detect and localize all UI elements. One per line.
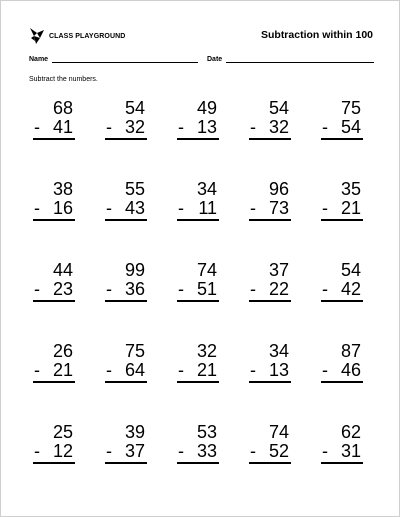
minus-sign: -	[250, 360, 256, 380]
subtraction-problem	[105, 423, 147, 504]
minuend: 99	[124, 260, 145, 280]
subtraction-problem	[177, 261, 219, 342]
subtraction-problem	[105, 180, 147, 261]
subtrahend-row	[33, 199, 75, 221]
minuend: 39	[124, 422, 145, 442]
subtrahend: 36	[124, 279, 145, 299]
minus-sign: -	[34, 279, 40, 299]
name-label: Name	[29, 56, 49, 63]
subtraction-problem	[177, 342, 219, 423]
subtraction-problem	[177, 423, 219, 504]
minus-sign: -	[322, 360, 328, 380]
minuend: 68	[52, 98, 73, 118]
date-label: Date	[207, 56, 223, 63]
subtrahend-row	[321, 442, 363, 464]
subtrahend-row	[249, 280, 291, 302]
minus-sign: -	[106, 117, 112, 137]
subtrahend-row	[105, 361, 147, 383]
date-line[interactable]	[226, 55, 374, 63]
subtrahend: 31	[340, 441, 361, 461]
subtrahend-row	[105, 442, 147, 464]
minus-sign: -	[34, 441, 40, 461]
minuend: 54	[340, 260, 361, 280]
subtrahend: 64	[124, 360, 145, 380]
minus-sign: -	[106, 198, 112, 218]
subtrahend: 46	[340, 360, 361, 380]
minus-sign: -	[250, 198, 256, 218]
subtraction-problem	[321, 342, 363, 423]
subtrahend: 37	[124, 441, 145, 461]
subtraction-problem	[321, 261, 363, 342]
minuend: 34	[196, 179, 217, 199]
minus-sign: -	[322, 279, 328, 299]
subtrahend-row	[33, 361, 75, 383]
subtraction-problem	[177, 180, 219, 261]
minus-sign: -	[106, 360, 112, 380]
subtraction-problem	[249, 180, 291, 261]
subtrahend: 23	[52, 279, 73, 299]
minuend: 25	[52, 422, 73, 442]
subtrahend: 21	[340, 198, 361, 218]
subtrahend: 51	[196, 279, 217, 299]
minus-sign: -	[250, 441, 256, 461]
subtraction-problem	[33, 261, 75, 342]
minuend: 49	[196, 98, 217, 118]
minuend: 34	[268, 341, 289, 361]
subtrahend: 73	[268, 198, 289, 218]
minuend: 74	[196, 260, 217, 280]
subtrahend-row	[321, 118, 363, 140]
subtrahend: 21	[52, 360, 73, 380]
minuend: 37	[268, 260, 289, 280]
subtrahend: 32	[268, 117, 289, 137]
minus-sign: -	[34, 198, 40, 218]
minus-sign: -	[322, 117, 328, 137]
subtrahend-row	[33, 118, 75, 140]
subtrahend-row	[105, 280, 147, 302]
subtraction-problem	[321, 180, 363, 261]
subtrahend-row	[33, 442, 75, 464]
logo-text: CLASS PLAYGROUND	[49, 32, 126, 40]
subtrahend: 33	[196, 441, 217, 461]
subtrahend-row	[249, 442, 291, 464]
subtrahend-row	[249, 118, 291, 140]
minuend: 26	[52, 341, 73, 361]
subtraction-problem	[249, 342, 291, 423]
subtrahend: 41	[52, 117, 73, 137]
subtrahend: 13	[268, 360, 289, 380]
minus-sign: -	[322, 198, 328, 218]
subtrahend-row	[177, 442, 219, 464]
minus-sign: -	[34, 360, 40, 380]
minuend: 74	[268, 422, 289, 442]
subtraction-problem	[249, 99, 291, 180]
subtraction-problem	[33, 180, 75, 261]
subtrahend-row	[105, 118, 147, 140]
minuend: 53	[196, 422, 217, 442]
minus-sign: -	[178, 279, 184, 299]
subtrahend: 52	[268, 441, 289, 461]
subtrahend-row	[321, 361, 363, 383]
minuend: 44	[52, 260, 73, 280]
subtraction-problem	[249, 261, 291, 342]
minuend: 75	[124, 341, 145, 361]
minus-sign: -	[178, 198, 184, 218]
minus-sign: -	[250, 279, 256, 299]
subtrahend-row	[177, 118, 219, 140]
logo	[29, 27, 125, 45]
minus-sign: -	[178, 117, 184, 137]
logo-icon	[29, 27, 45, 45]
minuend: 62	[340, 422, 361, 442]
subtrahend: 11	[198, 198, 217, 218]
subtrahend-row	[249, 199, 291, 221]
minuend: 54	[124, 98, 145, 118]
subtraction-problem	[249, 423, 291, 504]
minus-sign: -	[106, 441, 112, 461]
subtrahend: 32	[124, 117, 145, 137]
problem-grid	[31, 99, 371, 504]
subtrahend-row	[105, 199, 147, 221]
minuend: 96	[268, 179, 289, 199]
subtraction-problem	[105, 261, 147, 342]
subtrahend-row	[177, 280, 219, 302]
subtrahend: 43	[124, 198, 145, 218]
minus-sign: -	[178, 360, 184, 380]
subtrahend: 13	[196, 117, 217, 137]
subtraction-problem	[105, 342, 147, 423]
minuend: 75	[340, 98, 361, 118]
minuend: 32	[196, 341, 217, 361]
subtrahend-row	[321, 199, 363, 221]
name-field[interactable]	[29, 55, 198, 63]
subtrahend-row	[177, 199, 219, 221]
subtrahend: 12	[52, 441, 73, 461]
minus-sign: -	[106, 279, 112, 299]
subtrahend: 42	[340, 279, 361, 299]
subtraction-problem	[321, 423, 363, 504]
name-line[interactable]	[52, 55, 198, 63]
instruction-text: Subtract the numbers.	[29, 76, 98, 83]
subtrahend-row	[321, 280, 363, 302]
minus-sign: -	[322, 441, 328, 461]
minus-sign: -	[178, 441, 184, 461]
subtrahend: 16	[52, 198, 73, 218]
subtraction-problem	[33, 342, 75, 423]
minus-sign: -	[250, 117, 256, 137]
subtrahend: 54	[340, 117, 361, 137]
subtraction-problem	[33, 423, 75, 504]
minuend: 55	[124, 179, 145, 199]
minuend: 87	[340, 341, 361, 361]
subtraction-problem	[177, 99, 219, 180]
worksheet-title: Subtraction within 100	[260, 29, 373, 41]
minuend: 35	[340, 179, 361, 199]
subtrahend-row	[177, 361, 219, 383]
subtrahend: 21	[196, 360, 217, 380]
subtrahend-row	[33, 280, 75, 302]
subtraction-problem	[33, 99, 75, 180]
subtrahend-row	[249, 361, 291, 383]
minus-sign: -	[34, 117, 40, 137]
subtraction-problem	[105, 99, 147, 180]
minuend: 38	[52, 179, 73, 199]
subtraction-problem	[321, 99, 363, 180]
date-field[interactable]	[207, 55, 374, 63]
subtrahend: 22	[268, 279, 289, 299]
minuend: 54	[268, 98, 289, 118]
